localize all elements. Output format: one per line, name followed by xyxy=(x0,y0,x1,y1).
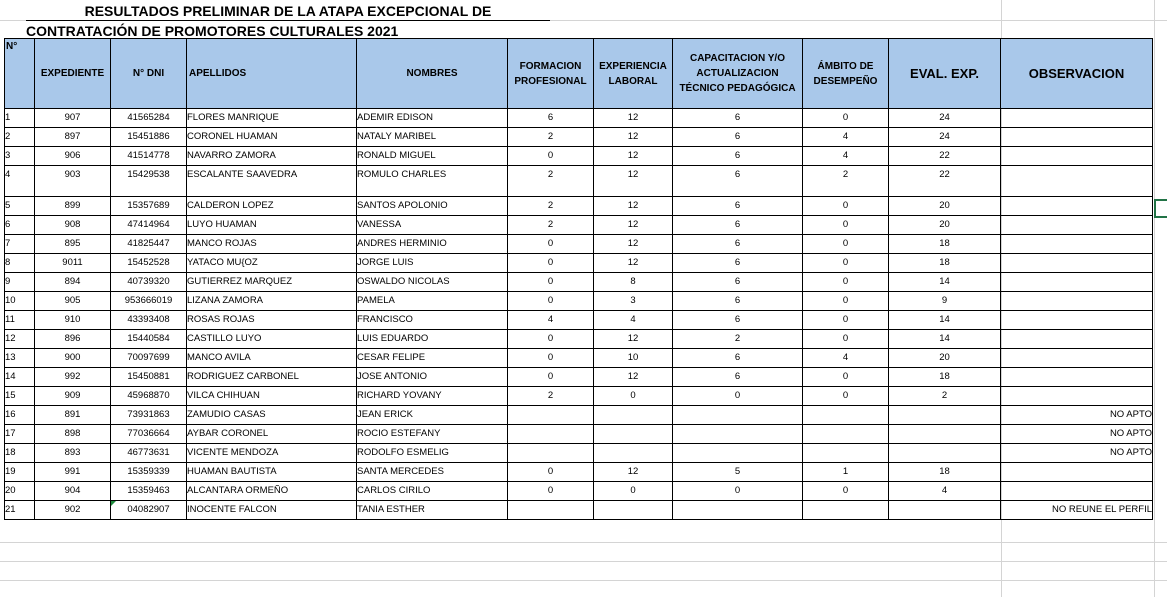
formacion-cell[interactable] xyxy=(508,406,594,425)
dni-cell[interactable]: 41565284 xyxy=(111,109,187,128)
formacion-cell[interactable]: 2 xyxy=(508,216,594,235)
ambito-cell[interactable]: 0 xyxy=(803,330,889,349)
selected-cell-indicator[interactable] xyxy=(1154,199,1167,218)
table-row xyxy=(5,406,1153,425)
experiencia-cell[interactable]: 12 xyxy=(594,235,673,254)
expediente-cell[interactable]: 903 xyxy=(35,166,111,197)
nombres-cell[interactable]: ROCIO ESTEFANY xyxy=(357,425,508,444)
experiencia-cell[interactable]: 12 xyxy=(594,254,673,273)
ambito-cell[interactable]: 2 xyxy=(803,166,889,197)
capacitacion-cell[interactable] xyxy=(673,501,803,520)
apellidos-cell[interactable]: CORONEL HUAMAN xyxy=(187,128,357,147)
nombres-cell[interactable]: LUIS EDUARDO xyxy=(357,330,508,349)
experiencia-cell[interactable]: 4 xyxy=(594,311,673,330)
apellidos-cell[interactable]: VICENTE MENDOZA xyxy=(187,444,357,463)
experiencia-cell[interactable]: 12 xyxy=(594,109,673,128)
expediente-cell[interactable]: 896 xyxy=(35,330,111,349)
ambito-cell[interactable] xyxy=(803,406,889,425)
nombres-cell[interactable]: TANIA ESTHER xyxy=(357,501,508,520)
nombres-cell[interactable]: SANTA MERCEDES xyxy=(357,463,508,482)
results-table xyxy=(4,38,1153,520)
sheet-title-line1[interactable]: RESULTADOS PRELIMINAR DE LA ATAPA EXCEPCIONAL DE xyxy=(26,3,550,21)
dni-cell[interactable]: 15451886 xyxy=(111,128,187,147)
expediente-cell[interactable]: 907 xyxy=(35,109,111,128)
dni-cell[interactable]: 15359463 xyxy=(111,482,187,501)
formacion-cell[interactable] xyxy=(508,501,594,520)
capacitacion-cell[interactable]: 5 xyxy=(673,463,803,482)
ambito-cell[interactable] xyxy=(803,425,889,444)
capacitacion-cell[interactable]: 6 xyxy=(673,109,803,128)
header-observacion[interactable]: OBSERVACION xyxy=(1001,39,1153,109)
observacion-cell[interactable] xyxy=(1001,128,1153,147)
expediente-cell[interactable]: 902 xyxy=(35,501,111,520)
formacion-cell[interactable] xyxy=(508,425,594,444)
gridline xyxy=(1154,0,1155,597)
row-no[interactable]: 15 xyxy=(5,387,35,406)
formacion-cell[interactable]: 0 xyxy=(508,254,594,273)
expediente-cell[interactable]: 992 xyxy=(35,368,111,387)
nombres-cell[interactable]: FRANCISCO xyxy=(357,311,508,330)
row-no[interactable]: 20 xyxy=(5,482,35,501)
experiencia-cell[interactable]: 8 xyxy=(594,273,673,292)
nombres-cell[interactable]: PAMELA xyxy=(357,292,508,311)
observacion-cell[interactable] xyxy=(1001,292,1153,311)
formacion-cell[interactable]: 2 xyxy=(508,387,594,406)
apellidos-cell[interactable]: MANCO AVILA xyxy=(187,349,357,368)
apellidos-cell[interactable]: ZAMUDIO CASAS xyxy=(187,406,357,425)
eval-cell[interactable]: 14 xyxy=(889,273,1001,292)
ambito-cell[interactable]: 0 xyxy=(803,273,889,292)
capacitacion-cell[interactable] xyxy=(673,444,803,463)
formacion-cell[interactable]: 0 xyxy=(508,292,594,311)
nombres-cell[interactable]: CARLOS CIRILO xyxy=(357,482,508,501)
ambito-cell[interactable]: 0 xyxy=(803,482,889,501)
ambito-cell[interactable]: 0 xyxy=(803,216,889,235)
capacitacion-cell[interactable]: 6 xyxy=(673,235,803,254)
observacion-cell[interactable] xyxy=(1001,387,1153,406)
capacitacion-cell[interactable]: 6 xyxy=(673,254,803,273)
observacion-cell[interactable] xyxy=(1001,235,1153,254)
capacitacion-cell[interactable]: 6 xyxy=(673,368,803,387)
dni-cell[interactable]: 15429538 xyxy=(111,166,187,197)
row-no[interactable]: 16 xyxy=(5,406,35,425)
formacion-cell[interactable]: 0 xyxy=(508,349,594,368)
nombres-cell[interactable]: JOSE ANTONIO xyxy=(357,368,508,387)
eval-cell[interactable]: 18 xyxy=(889,463,1001,482)
row-no[interactable]: 17 xyxy=(5,425,35,444)
table-row xyxy=(5,235,1153,254)
ambito-cell[interactable]: 4 xyxy=(803,128,889,147)
header-capacitacion[interactable]: CAPACITACION Y/O ACTUALIZACION TÉCNICO PEDAGÓGICA xyxy=(673,39,803,109)
expediente-cell[interactable]: 906 xyxy=(35,147,111,166)
dni-cell[interactable]: 41514778 xyxy=(111,147,187,166)
formacion-cell[interactable]: 0 xyxy=(508,482,594,501)
eval-cell[interactable]: 14 xyxy=(889,311,1001,330)
experiencia-cell[interactable]: 12 xyxy=(594,128,673,147)
ambito-cell[interactable]: 0 xyxy=(803,311,889,330)
capacitacion-cell[interactable]: 6 xyxy=(673,349,803,368)
header-experiencia[interactable]: EXPERIENCIA LABORAL xyxy=(594,39,673,109)
nombres-cell[interactable]: ROMULO CHARLES xyxy=(357,166,508,197)
gridline xyxy=(0,580,1167,581)
row-no[interactable]: 1 xyxy=(5,109,35,128)
ambito-cell[interactable]: 0 xyxy=(803,254,889,273)
dni-cell[interactable]: 15357689 xyxy=(111,197,187,216)
apellidos-cell[interactable]: NAVARRO ZAMORA xyxy=(187,147,357,166)
formacion-cell[interactable]: 4 xyxy=(508,311,594,330)
expediente-cell[interactable]: 904 xyxy=(35,482,111,501)
eval-cell[interactable]: 24 xyxy=(889,128,1001,147)
observacion-cell[interactable]: NO APTO xyxy=(1001,444,1153,463)
ambito-cell[interactable]: 4 xyxy=(803,349,889,368)
table-row xyxy=(5,482,1153,501)
experiencia-cell[interactable]: 12 xyxy=(594,197,673,216)
observacion-cell[interactable] xyxy=(1001,330,1153,349)
eval-cell[interactable] xyxy=(889,501,1001,520)
apellidos-cell[interactable]: ROSAS ROJAS xyxy=(187,311,357,330)
dni-cell[interactable]: 77036664 xyxy=(111,425,187,444)
table-body xyxy=(5,109,1153,520)
formacion-cell[interactable]: 0 xyxy=(508,147,594,166)
dni-cell[interactable]: 73931863 xyxy=(111,406,187,425)
nombres-cell[interactable]: JORGE LUIS xyxy=(357,254,508,273)
capacitacion-cell[interactable]: 6 xyxy=(673,311,803,330)
table-row xyxy=(5,387,1153,406)
apellidos-cell[interactable]: AYBAR CORONEL xyxy=(187,425,357,444)
eval-cell[interactable]: 20 xyxy=(889,349,1001,368)
eval-cell[interactable]: 20 xyxy=(889,197,1001,216)
observacion-cell[interactable] xyxy=(1001,166,1153,197)
dni-cell[interactable]: 15450881 xyxy=(111,368,187,387)
ambito-cell[interactable]: 4 xyxy=(803,147,889,166)
formacion-cell[interactable]: 0 xyxy=(508,235,594,254)
formacion-cell[interactable]: 2 xyxy=(508,166,594,197)
nombres-cell[interactable]: RICHARD YOVANY xyxy=(357,387,508,406)
nombres-cell[interactable]: RODOLFO ESMELIG xyxy=(357,444,508,463)
row-no[interactable]: 5 xyxy=(5,197,35,216)
gridline xyxy=(0,561,1167,562)
header-ambito[interactable]: ÁMBITO DE DESEMPEÑO xyxy=(803,39,889,109)
observacion-cell[interactable] xyxy=(1001,463,1153,482)
apellidos-cell[interactable]: CASTILLO LUYO xyxy=(187,330,357,349)
header-dni[interactable]: N° DNI xyxy=(111,39,187,109)
experiencia-cell[interactable]: 3 xyxy=(594,292,673,311)
apellidos-cell[interactable]: GUTIERREZ MARQUEZ xyxy=(187,273,357,292)
dni-cell[interactable]: 47414964 xyxy=(111,216,187,235)
table-row xyxy=(5,273,1153,292)
expediente-cell[interactable]: 905 xyxy=(35,292,111,311)
eval-cell[interactable]: 18 xyxy=(889,235,1001,254)
nombres-cell[interactable]: CESAR FELIPE xyxy=(357,349,508,368)
ambito-cell[interactable]: 0 xyxy=(803,387,889,406)
experiencia-cell[interactable] xyxy=(594,501,673,520)
apellidos-cell[interactable]: VILCA CHIHUAN xyxy=(187,387,357,406)
capacitacion-cell[interactable]: 2 xyxy=(673,330,803,349)
row-no[interactable]: 18 xyxy=(5,444,35,463)
table-row xyxy=(5,128,1153,147)
dni-cell[interactable]: 04082907 xyxy=(111,501,187,520)
header-expediente[interactable]: EXPEDIENTE xyxy=(35,39,111,109)
table-row xyxy=(5,254,1153,273)
experiencia-cell[interactable]: 12 xyxy=(594,166,673,197)
expediente-cell[interactable]: 894 xyxy=(35,273,111,292)
formacion-cell[interactable]: 0 xyxy=(508,368,594,387)
ambito-cell[interactable]: 0 xyxy=(803,235,889,254)
table-row xyxy=(5,216,1153,235)
capacitacion-cell[interactable]: 6 xyxy=(673,292,803,311)
ambito-cell[interactable] xyxy=(803,501,889,520)
eval-cell[interactable]: 22 xyxy=(889,166,1001,197)
table-row xyxy=(5,425,1153,444)
table-row xyxy=(5,330,1153,349)
header-nombres[interactable]: NOMBRES xyxy=(357,39,508,109)
gridline xyxy=(0,542,1167,543)
eval-cell[interactable]: 24 xyxy=(889,109,1001,128)
observacion-cell[interactable] xyxy=(1001,273,1153,292)
expediente-cell[interactable]: 893 xyxy=(35,444,111,463)
experiencia-cell[interactable]: 0 xyxy=(594,387,673,406)
expediente-cell[interactable]: 9011 xyxy=(35,254,111,273)
eval-cell[interactable] xyxy=(889,444,1001,463)
experiencia-cell[interactable]: 12 xyxy=(594,330,673,349)
table-row xyxy=(5,368,1153,387)
formacion-cell[interactable] xyxy=(508,444,594,463)
row-no[interactable]: 14 xyxy=(5,368,35,387)
row-no[interactable]: 21 xyxy=(5,501,35,520)
dni-cell[interactable]: 43393408 xyxy=(111,311,187,330)
capacitacion-cell[interactable] xyxy=(673,406,803,425)
nombres-cell[interactable]: VANESSA xyxy=(357,216,508,235)
capacitacion-cell[interactable]: 6 xyxy=(673,197,803,216)
eval-cell[interactable] xyxy=(889,425,1001,444)
apellidos-cell[interactable]: ESCALANTE SAAVEDRA xyxy=(187,166,357,197)
eval-cell[interactable]: 14 xyxy=(889,330,1001,349)
formacion-cell[interactable]: 2 xyxy=(508,197,594,216)
row-no[interactable]: 11 xyxy=(5,311,35,330)
expediente-cell[interactable]: 908 xyxy=(35,216,111,235)
experiencia-cell[interactable]: 12 xyxy=(594,463,673,482)
row-no[interactable]: 10 xyxy=(5,292,35,311)
eval-cell[interactable] xyxy=(889,406,1001,425)
eval-cell[interactable]: 2 xyxy=(889,387,1001,406)
capacitacion-cell[interactable] xyxy=(673,425,803,444)
row-no[interactable]: 13 xyxy=(5,349,35,368)
apellidos-cell[interactable]: LUYO HUAMAN xyxy=(187,216,357,235)
observacion-cell[interactable] xyxy=(1001,349,1153,368)
observacion-cell[interactable] xyxy=(1001,311,1153,330)
formacion-cell[interactable]: 0 xyxy=(508,330,594,349)
capacitacion-cell[interactable]: 6 xyxy=(673,147,803,166)
nombres-cell[interactable]: RONALD MIGUEL xyxy=(357,147,508,166)
observacion-cell[interactable] xyxy=(1001,368,1153,387)
formacion-cell[interactable]: 2 xyxy=(508,128,594,147)
expediente-cell[interactable]: 899 xyxy=(35,197,111,216)
table-row xyxy=(5,349,1153,368)
observacion-cell[interactable]: NO APTO xyxy=(1001,425,1153,444)
capacitacion-cell[interactable]: 0 xyxy=(673,482,803,501)
observacion-cell[interactable]: NO REUNE EL PERFIL xyxy=(1001,501,1153,520)
apellidos-cell[interactable]: HUAMAN BAUTISTA xyxy=(187,463,357,482)
apellidos-cell[interactable]: FLORES MANRIQUE xyxy=(187,109,357,128)
table-row xyxy=(5,444,1153,463)
apellidos-cell[interactable]: MANCO ROJAS xyxy=(187,235,357,254)
header-apellidos[interactable]: APELLIDOS xyxy=(187,39,357,109)
dni-cell[interactable]: 41825447 xyxy=(111,235,187,254)
experiencia-cell[interactable] xyxy=(594,425,673,444)
observacion-cell[interactable]: NO APTO xyxy=(1001,406,1153,425)
nombres-cell[interactable]: OSWALDO NICOLAS xyxy=(357,273,508,292)
capacitacion-cell[interactable]: 6 xyxy=(673,166,803,197)
dni-cell[interactable]: 70097699 xyxy=(111,349,187,368)
table-row xyxy=(5,197,1153,216)
formacion-cell[interactable]: 6 xyxy=(508,109,594,128)
eval-cell[interactable]: 9 xyxy=(889,292,1001,311)
experiencia-cell[interactable] xyxy=(594,444,673,463)
dni-cell[interactable]: 15359339 xyxy=(111,463,187,482)
nombres-cell[interactable]: NATALY MARIBEL xyxy=(357,128,508,147)
apellidos-cell[interactable]: ALCANTARA ORMEÑO xyxy=(187,482,357,501)
sheet-title-line2[interactable]: CONTRATACIÓN DE PROMOTORES CULTURALES 2021 xyxy=(26,23,399,39)
header-formacion[interactable]: FORMACION PROFESIONAL xyxy=(508,39,594,109)
apellidos-cell[interactable]: INOCENTE FALCON xyxy=(187,501,357,520)
row-no[interactable]: 2 xyxy=(5,128,35,147)
observacion-cell[interactable] xyxy=(1001,109,1153,128)
capacitacion-cell[interactable]: 0 xyxy=(673,387,803,406)
header-eval[interactable]: EVAL. EXP. xyxy=(889,39,1001,109)
expediente-cell[interactable]: 897 xyxy=(35,128,111,147)
ambito-cell[interactable] xyxy=(803,444,889,463)
header-no[interactable]: N° xyxy=(5,39,35,109)
apellidos-cell[interactable]: CALDERON LOPEZ xyxy=(187,197,357,216)
nombres-cell[interactable]: ANDRES HERMINIO xyxy=(357,235,508,254)
table-row xyxy=(5,109,1153,128)
row-no[interactable]: 6 xyxy=(5,216,35,235)
ambito-cell[interactable]: 0 xyxy=(803,197,889,216)
row-no[interactable]: 9 xyxy=(5,273,35,292)
experiencia-cell[interactable]: 12 xyxy=(594,147,673,166)
observacion-cell[interactable] xyxy=(1001,254,1153,273)
ambito-cell[interactable]: 0 xyxy=(803,368,889,387)
eval-cell[interactable]: 18 xyxy=(889,368,1001,387)
expediente-cell[interactable]: 910 xyxy=(35,311,111,330)
row-no[interactable]: 3 xyxy=(5,147,35,166)
formacion-cell[interactable]: 0 xyxy=(508,273,594,292)
capacitacion-cell[interactable]: 6 xyxy=(673,128,803,147)
table-row xyxy=(5,501,1153,520)
nombres-cell[interactable]: ADEMIR EDISON xyxy=(357,109,508,128)
experiencia-cell[interactable]: 12 xyxy=(594,216,673,235)
apellidos-cell[interactable]: LIZANA ZAMORA xyxy=(187,292,357,311)
apellidos-cell[interactable]: YATACO MU{OZ xyxy=(187,254,357,273)
dni-cell[interactable]: 45968870 xyxy=(111,387,187,406)
dni-cell[interactable]: 40739320 xyxy=(111,273,187,292)
capacitacion-cell[interactable]: 6 xyxy=(673,273,803,292)
table-row xyxy=(5,292,1153,311)
row-no[interactable]: 4 xyxy=(5,166,35,197)
ambito-cell[interactable]: 0 xyxy=(803,109,889,128)
expediente-cell[interactable]: 909 xyxy=(35,387,111,406)
nombres-cell[interactable]: SANTOS APOLONIO xyxy=(357,197,508,216)
row-no[interactable]: 7 xyxy=(5,235,35,254)
observacion-cell[interactable] xyxy=(1001,482,1153,501)
dni-cell[interactable]: 15440584 xyxy=(111,330,187,349)
row-no[interactable]: 8 xyxy=(5,254,35,273)
experiencia-cell[interactable]: 0 xyxy=(594,482,673,501)
expediente-cell[interactable]: 891 xyxy=(35,406,111,425)
formacion-cell[interactable]: 0 xyxy=(508,463,594,482)
experiencia-cell[interactable]: 10 xyxy=(594,349,673,368)
eval-cell[interactable]: 4 xyxy=(889,482,1001,501)
apellidos-cell[interactable]: RODRIGUEZ CARBONEL xyxy=(187,368,357,387)
experiencia-cell[interactable] xyxy=(594,406,673,425)
ambito-cell[interactable]: 1 xyxy=(803,463,889,482)
expediente-cell[interactable]: 895 xyxy=(35,235,111,254)
expediente-cell[interactable]: 900 xyxy=(35,349,111,368)
observacion-cell[interactable] xyxy=(1001,197,1153,216)
expediente-cell[interactable]: 991 xyxy=(35,463,111,482)
experiencia-cell[interactable]: 12 xyxy=(594,368,673,387)
table-row xyxy=(5,463,1153,482)
eval-cell[interactable]: 20 xyxy=(889,216,1001,235)
observacion-cell[interactable] xyxy=(1001,147,1153,166)
expediente-cell[interactable]: 898 xyxy=(35,425,111,444)
observacion-cell[interactable] xyxy=(1001,216,1153,235)
eval-cell[interactable]: 22 xyxy=(889,147,1001,166)
header-row xyxy=(5,39,1153,109)
eval-cell[interactable]: 18 xyxy=(889,254,1001,273)
row-no[interactable]: 19 xyxy=(5,463,35,482)
nombres-cell[interactable]: JEAN ERICK xyxy=(357,406,508,425)
row-no[interactable]: 12 xyxy=(5,330,35,349)
capacitacion-cell[interactable]: 6 xyxy=(673,216,803,235)
ambito-cell[interactable]: 0 xyxy=(803,292,889,311)
table-row xyxy=(5,311,1153,330)
table-row xyxy=(5,166,1153,197)
table-row xyxy=(5,147,1153,166)
dni-cell[interactable]: 15452528 xyxy=(111,254,187,273)
dni-cell[interactable]: 46773631 xyxy=(111,444,187,463)
dni-cell[interactable]: 953666019 xyxy=(111,292,187,311)
